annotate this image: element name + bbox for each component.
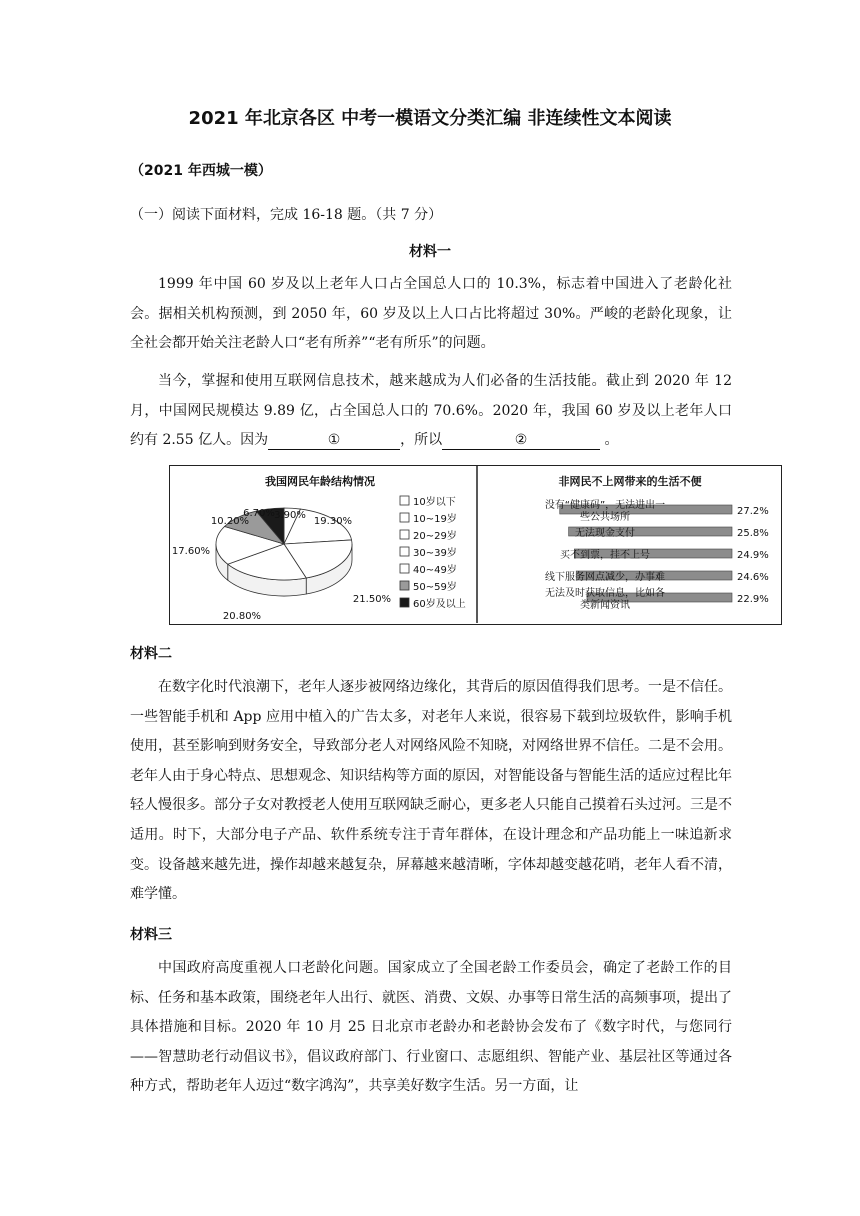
legend-swatch <box>400 513 409 522</box>
legend-swatch <box>400 496 409 505</box>
material3-paragraph: 中国政府高度重视人口老龄化问题。国家成立了全国老龄工作委员会，确定了老龄工作的目标、任务和基本政策，围绕老年人出行、就医、消费、文娱、办事等日常生活的高频事项，提出了具体措施和目标。2020 年 10 月 25 日北京市老龄办和老龄协会发布了《数字时代，与您同行——智慧助老行动倡议书》，倡议政府部门、行业窗口、志愿组织、智能产业、基层社区等通过各种方式，帮助老年人迈过“数字鸿沟”，共享美好数字生活。另一方面，让 <box>130 960 732 1095</box>
bar-category-label: 买不到票，挂不上号 <box>560 550 650 561</box>
bar-data-label: 24.6% <box>737 572 769 583</box>
bar-category-label: 没有“健康码”，无法进出一 <box>544 500 666 511</box>
material2-heading: 材料二 <box>130 646 172 662</box>
pie-data-label: 20.80% <box>222 611 262 622</box>
bar-category-label: 无法现金支付 <box>575 528 635 539</box>
legend-label: 50~59岁 <box>413 582 457 593</box>
bar-data-label: 22.9% <box>737 594 769 605</box>
material1-paragraph2-text: 当今，掌握和使用互联网信息技术，越来越成为人们必备的生活技能。截止到 2020 年 12 月，中国网民规模达 9.89 亿，占全国总人口的 70.6%。2020 年，我国 60 岁及以上老年人口约有 2.55 亿人。因为 <box>130 373 732 449</box>
legend-label: 30~39岁 <box>413 548 457 559</box>
legend-swatch <box>400 581 409 590</box>
blank-1: ① <box>268 431 400 450</box>
legend-label: 10岁以下 <box>413 497 456 508</box>
bar-data-label: 27.2% <box>737 506 769 517</box>
material1-paragraph2 <box>130 367 732 456</box>
bar-data-label: 24.9% <box>737 550 769 561</box>
legend-label: 20~29岁 <box>413 531 457 542</box>
chart-svg <box>170 466 780 623</box>
legend-swatch <box>400 530 409 539</box>
legend-swatch <box>400 598 409 607</box>
document-title: 2021 年北京各区 中考一模语文分类汇编 非连续性文本阅读 <box>188 108 672 129</box>
bar-data-label: 25.8% <box>737 528 769 539</box>
bar-chart-title: 非网民不上网带来的生活不便 <box>558 475 702 488</box>
blank-2: ② <box>442 431 600 450</box>
bar-category-label: 些公共场所 <box>580 512 630 523</box>
pie-data-label: 10.20% <box>210 516 250 527</box>
legend-label: 40~49岁 <box>413 565 457 576</box>
bar-category-label: 类新闻资讯 <box>580 600 630 611</box>
material1-paragraph1: 1999 年中国 60 岁及以上老年人口占全国总人口的 10.3%，标志着中国进入了老龄化社会。据相关机构预测，到 2050 年，60 岁及以上人口占比将超过 30%。严峻的老龄化现象，让全社会都开始关注老龄人口“老有所养”“老有所乐”的问题。 <box>130 276 732 352</box>
exam-source: （2021 年西城一模） <box>130 163 272 179</box>
bar-category-label: 线下服务网点减少，办事难 <box>545 572 665 583</box>
connector-text: ，所以 <box>400 432 443 449</box>
material3-heading: 材料三 <box>130 927 172 943</box>
pie-data-label: 3.90% <box>274 510 306 521</box>
pie-chart-title: 我国网民年龄结构情况 <box>265 475 375 488</box>
end-punct: 。 <box>604 432 619 449</box>
chart-figure <box>169 465 782 625</box>
question-intro: （一）阅读下面材料，完成 16-18 题。（共 7 分） <box>130 207 443 223</box>
bar-category-label: 无法及时获取信息，比如各 <box>545 588 665 599</box>
pie-data-label: 19.30% <box>313 516 353 527</box>
material1-heading: 材料一 <box>409 244 451 260</box>
legend-label: 10~19岁 <box>413 514 457 525</box>
pie-data-label: 17.60% <box>171 546 211 557</box>
legend-swatch <box>400 564 409 573</box>
pie-data-label: 6.70% <box>243 508 275 519</box>
legend-swatch <box>400 547 409 556</box>
pie-data-label: 21.50% <box>352 594 392 605</box>
material2-paragraph: 在数字化时代浪潮下，老年人逐步被网络边缘化，其背后的原因值得我们思考。一是不信任。一些智能手机和 App 应用中植入的广告太多，对老年人来说，很容易下载到垃圾软件，影响手机使用，甚至影响到财务安全，导致部分老人对网络风险不知晓，对网络世界不信任。二是不会用。老年人由于身心特点、思想观念、知识结构等方面的原因，对智能设备与智能生活的适应过程比年轻人慢很多。部分子女对教授老人使用互联网缺乏耐心，更多老人只能自己摸着石头过河。三是不适用。时下，大部分电子产品、软件系统专注于青年群体，在设计理念和产品功能上一味追新求变。设备越来越先进，操作却越来越复杂，屏幕越来越清晰，字体却越变越花哨，老年人看不清，难学懂。 <box>130 679 732 903</box>
legend-label: 60岁及以上 <box>413 599 466 610</box>
